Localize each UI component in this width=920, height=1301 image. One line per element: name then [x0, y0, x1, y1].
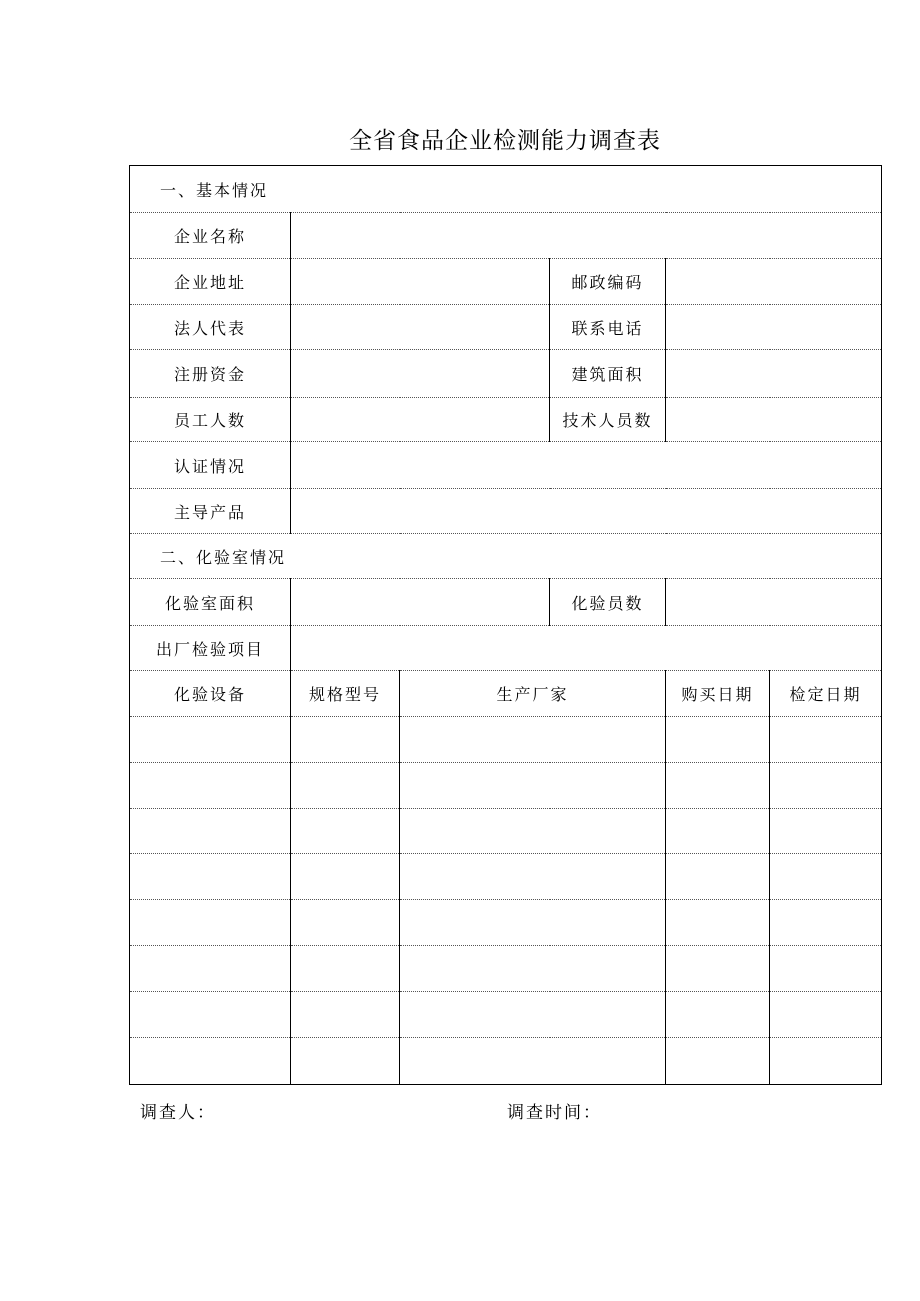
equipment-row: [130, 946, 882, 992]
phone-label: 联系电话: [550, 305, 666, 350]
inspection-items-label: 出厂检验项目: [130, 626, 291, 671]
postal-code-field[interactable]: [666, 259, 882, 305]
employee-count-field[interactable]: [291, 398, 550, 442]
equipment-cell[interactable]: [291, 1038, 400, 1085]
equipment-cell[interactable]: [770, 854, 882, 900]
building-area-label: 建筑面积: [550, 350, 666, 398]
equipment-header-device: 化验设备: [130, 671, 291, 717]
lab-area-label: 化验室面积: [130, 579, 291, 626]
equipment-cell[interactable]: [130, 946, 291, 992]
certification-label: 认证情况: [130, 442, 291, 489]
company-name-label: 企业名称: [130, 213, 291, 259]
equipment-cell[interactable]: [400, 900, 666, 946]
equipment-cell[interactable]: [130, 992, 291, 1038]
equipment-cell[interactable]: [666, 809, 770, 854]
lab-staff-count-label: 化验员数: [550, 579, 666, 626]
equipment-row: [130, 854, 882, 900]
legal-rep-label: 法人代表: [130, 305, 291, 350]
equipment-cell[interactable]: [130, 809, 291, 854]
equipment-cell[interactable]: [130, 717, 291, 763]
equipment-cell[interactable]: [291, 946, 400, 992]
equipment-cell[interactable]: [130, 1038, 291, 1085]
equipment-cell[interactable]: [666, 946, 770, 992]
equipment-header-manufacturer: 生产厂家: [400, 671, 666, 717]
equipment-cell[interactable]: [770, 900, 882, 946]
postal-code-label: 邮政编码: [550, 259, 666, 305]
tech-staff-count-label: 技术人员数: [550, 398, 666, 442]
equipment-cell[interactable]: [400, 717, 666, 763]
equipment-cell[interactable]: [291, 992, 400, 1038]
equipment-cell[interactable]: [666, 717, 770, 763]
equipment-cell[interactable]: [130, 854, 291, 900]
phone-field[interactable]: [666, 305, 882, 350]
equipment-cell[interactable]: [400, 992, 666, 1038]
section-lab-heading: 二、化验室情况: [130, 534, 882, 579]
company-address-label: 企业地址: [130, 259, 291, 305]
equipment-cell[interactable]: [666, 763, 770, 809]
registered-capital-field[interactable]: [291, 350, 550, 398]
equipment-cell[interactable]: [666, 992, 770, 1038]
certification-field[interactable]: [291, 442, 882, 489]
equipment-cell[interactable]: [770, 809, 882, 854]
equipment-header-purchase-date: 购买日期: [666, 671, 770, 717]
equipment-cell[interactable]: [291, 717, 400, 763]
equipment-cell[interactable]: [666, 900, 770, 946]
equipment-row: [130, 809, 882, 854]
equipment-cell[interactable]: [770, 717, 882, 763]
main-products-field[interactable]: [291, 489, 882, 534]
legal-rep-field[interactable]: [291, 305, 550, 350]
equipment-cell[interactable]: [291, 854, 400, 900]
survey-form-table: [129, 165, 882, 1085]
main-products-label: 主导产品: [130, 489, 291, 534]
company-address-field[interactable]: [291, 259, 550, 305]
equipment-row: [130, 1038, 882, 1085]
equipment-cell[interactable]: [666, 854, 770, 900]
equipment-cell[interactable]: [770, 992, 882, 1038]
equipment-cell[interactable]: [130, 763, 291, 809]
equipment-cell[interactable]: [400, 763, 666, 809]
equipment-row: [130, 992, 882, 1038]
lab-area-field[interactable]: [291, 579, 550, 626]
equipment-row: [130, 763, 882, 809]
registered-capital-label: 注册资金: [130, 350, 291, 398]
page-title: 全省食品企业检测能力调查表: [349, 128, 661, 154]
equipment-cell[interactable]: [400, 809, 666, 854]
equipment-row: [130, 900, 882, 946]
equipment-cell[interactable]: [291, 900, 400, 946]
employee-count-label: 员工人数: [130, 398, 291, 442]
section-basic-heading: 一、基本情况: [130, 166, 882, 213]
lab-staff-count-field[interactable]: [666, 579, 882, 626]
equipment-cell[interactable]: [666, 1038, 770, 1085]
equipment-header-calibration-date: 检定日期: [770, 671, 882, 717]
building-area-field[interactable]: [666, 350, 882, 398]
equipment-cell[interactable]: [770, 763, 882, 809]
equipment-cell[interactable]: [770, 1038, 882, 1085]
equipment-cell[interactable]: [400, 946, 666, 992]
equipment-cell[interactable]: [770, 946, 882, 992]
equipment-cell[interactable]: [291, 763, 400, 809]
equipment-row: [130, 717, 882, 763]
investigator-label: 调查人：: [140, 1103, 216, 1123]
equipment-cell[interactable]: [130, 900, 291, 946]
tech-staff-count-field[interactable]: [666, 398, 882, 442]
equipment-cell[interactable]: [400, 1038, 666, 1085]
equipment-header-model: 规格型号: [291, 671, 400, 717]
company-name-field[interactable]: [291, 213, 882, 259]
inspection-items-field[interactable]: [291, 626, 882, 671]
equipment-cell[interactable]: [400, 854, 666, 900]
equipment-cell[interactable]: [291, 809, 400, 854]
survey-time-label: 调查时间：: [507, 1103, 602, 1123]
